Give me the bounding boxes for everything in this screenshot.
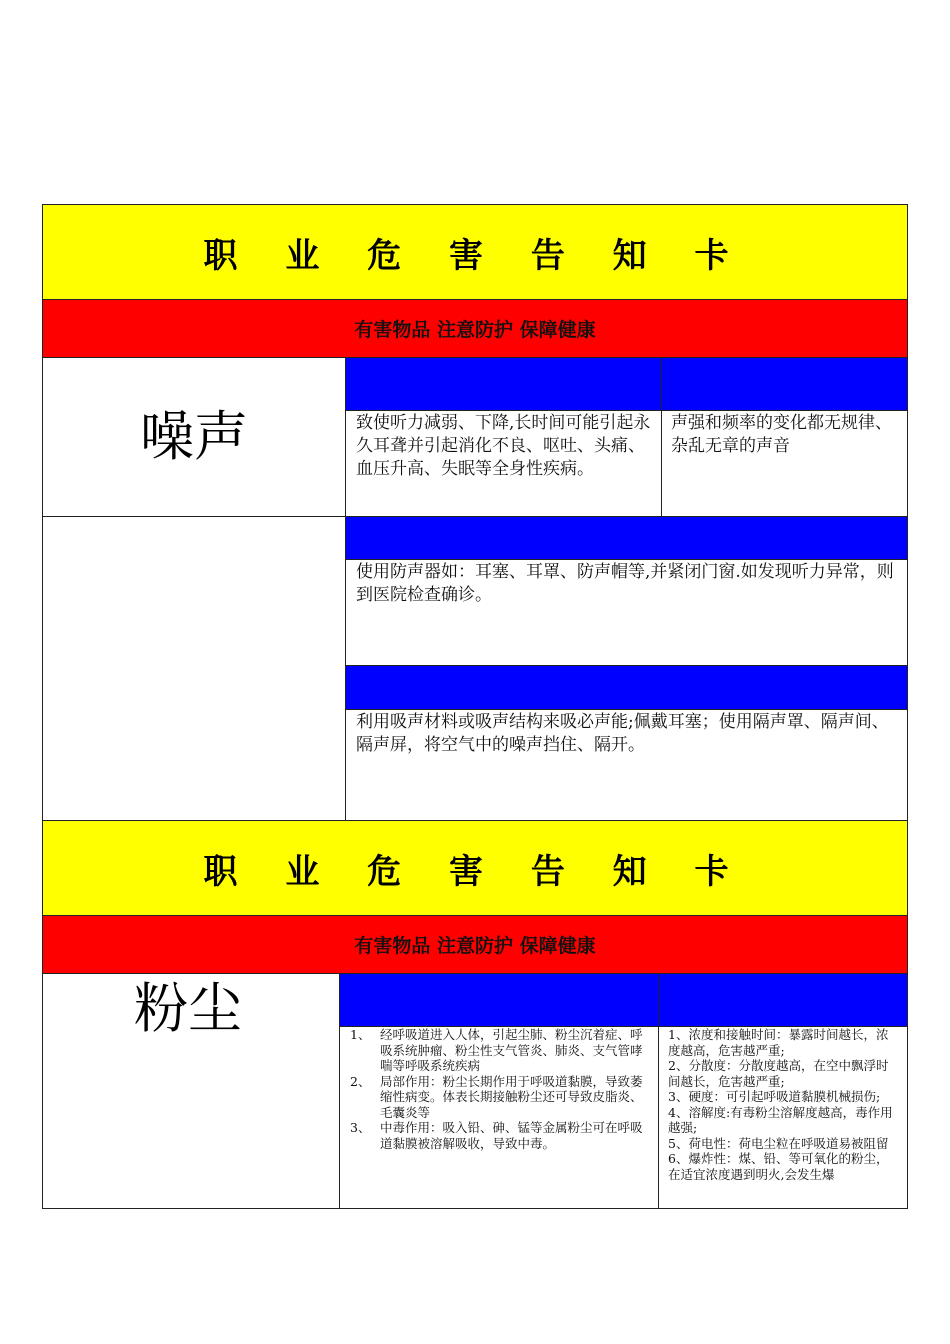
slogan-text: 有害物品 注意防护 保障健康	[354, 319, 596, 341]
health-effects-list	[350, 1027, 652, 1151]
hazard-name: 噪声	[140, 404, 248, 468]
list-item: 1、 经呼吸道进入人体，引起尘肺、粉尘沉着症、呼吸系统肿瘤、粉尘性支气管炎、肺炎、支气管哮喘等呼吸系统疾病	[350, 1027, 643, 1073]
list-item: 6、爆炸性：煤、铅、等可氧化的粉尘，在适宜浓度遇到明火,会发生爆	[668, 1151, 889, 1182]
list-item: 2、 局部作用：粉尘长期作用于呼吸道黏膜，导致萎缩性病变。体表长期接触粉尘还可导致皮脂炎、毛囊炎等	[350, 1073, 643, 1120]
properties-list	[668, 1027, 898, 1207]
hazard-name-cell	[43, 358, 345, 516]
list-item: 2、分散度：分散度越高，在空中飘浮时间越长，危害越严重;	[668, 1058, 889, 1089]
control-text: 利用吸声材料或吸声结构来吸必声能;佩戴耳塞；使用隔声罩、隔声间、隔声屏，将空气中的噪声挡住、隔开。	[356, 712, 889, 755]
protection-text: 使用防声器如：耳塞、耳罩、防声帽等,并紧闭门窗.如发现听力异常，则到医院检查确诊。	[356, 562, 894, 605]
control-header	[346, 666, 907, 709]
list-item: 3、硬度：可引起呼吸道黏膜机械损伤;	[668, 1089, 881, 1104]
slogan-text: 有害物品 注意防护 保障健康	[354, 935, 596, 957]
card-title-bar	[43, 821, 907, 916]
hazard-name-cell	[43, 974, 339, 1040]
card-title: 职 业 危 害 告 知 卡	[203, 851, 747, 892]
card-title: 职 业 危 害 告 知 卡	[203, 235, 747, 276]
health-effects-header	[346, 358, 661, 410]
list-item: 5、荷电性：荷电尘粒在呼吸道易被阻留	[668, 1135, 889, 1151]
slogan-bar	[43, 300, 907, 358]
hazard-card-noise	[42, 204, 908, 820]
card-title-bar	[43, 205, 907, 300]
health-effects-text: 致使听力减弱、下降,长时间可能引起永久耳聋并引起消化不良、呕吐、头痛、血压升高、失眠等全身性疾病。	[356, 413, 651, 479]
hazard-card-dust	[42, 820, 908, 1209]
health-effects-header	[340, 974, 658, 1026]
properties-text: 声强和频率的变化都无规律、杂乱无章的声音	[671, 413, 892, 456]
list-item: 4、溶解度:有毒粉尘溶解度越高，毒作用越强;	[668, 1104, 893, 1135]
hazard-name: 粉尘	[134, 976, 242, 1040]
properties-header	[659, 974, 907, 1026]
properties-header	[662, 358, 907, 410]
list-item: 1、浓度和接触时间：暴露时间越长，浓度越高，危害越严重;	[668, 1027, 889, 1058]
protection-header	[346, 517, 907, 559]
list-item: 3、 中毒作用：吸入铅、砷、锰等金属粉尘可在呼吸道黏膜被溶解吸收，导致中毒。	[350, 1120, 643, 1151]
